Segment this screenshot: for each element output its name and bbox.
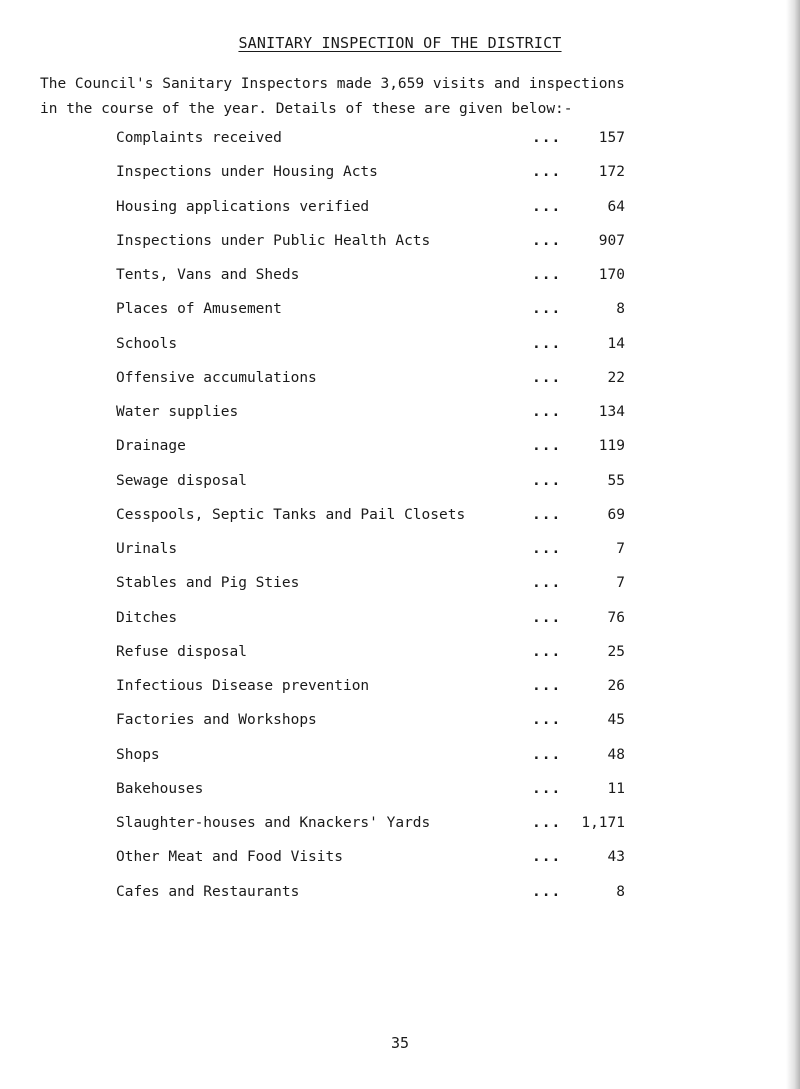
leader-dots: ... — [532, 232, 562, 249]
item-value: 8 — [616, 883, 625, 900]
item-label: Complaints received — [116, 130, 282, 146]
item-label: Drainage — [116, 438, 186, 455]
page-number: 35 — [390, 1034, 410, 1052]
list-item — [0, 301, 800, 325]
item-value: 48 — [607, 746, 625, 763]
list-item — [0, 370, 800, 394]
list-item — [0, 233, 800, 257]
leader-dots: ... — [532, 609, 562, 626]
item-value: 7 — [616, 541, 625, 557]
list-item — [0, 644, 800, 668]
leader-dots: ... — [532, 746, 562, 763]
intro-line-2: in the course of the year. Details of these are given below:- — [40, 101, 573, 117]
list-item — [0, 575, 800, 599]
leader-dots: ... — [532, 164, 562, 181]
leader-dots: ... — [532, 506, 562, 523]
item-label: Inspections under Public Health Acts — [116, 232, 431, 249]
leader-dots: ... — [532, 369, 562, 386]
list-item — [0, 404, 800, 428]
item-value: 64 — [607, 198, 625, 215]
item-value: 119 — [598, 438, 625, 455]
item-value: 7 — [616, 575, 625, 592]
leader-dots: ... — [532, 198, 562, 215]
page-title-text: SANITARY INSPECTION OF THE DISTRICT — [238, 34, 562, 52]
item-label: Places of Amusement — [116, 301, 282, 318]
list-item — [0, 747, 800, 771]
leader-dots: ... — [532, 575, 562, 592]
item-label: Factories and Workshops — [116, 712, 317, 729]
list-item — [0, 438, 800, 462]
list-item — [0, 610, 800, 634]
list-item — [0, 507, 800, 531]
list-item — [0, 199, 800, 223]
intro-line-1: The Council's Sanitary Inspectors made 3,659 visits and inspections — [40, 76, 625, 92]
item-label: Sewage disposal — [116, 472, 247, 489]
item-value: 8 — [616, 301, 625, 318]
list-item — [0, 541, 800, 565]
item-label: Slaughter-houses and Knackers' Yards — [116, 815, 431, 831]
item-value: 43 — [607, 849, 625, 866]
item-value: 25 — [607, 643, 625, 660]
page-title — [0, 34, 800, 52]
item-value: 14 — [607, 335, 625, 352]
leader-dots: ... — [532, 301, 562, 318]
leader-dots: ... — [532, 404, 562, 420]
item-value: 11 — [607, 780, 625, 797]
leader-dots: ... — [532, 678, 562, 694]
item-value: 907 — [598, 232, 625, 249]
item-label: Shops — [116, 746, 160, 763]
list-item — [0, 884, 800, 908]
list-item — [0, 336, 800, 360]
list-item — [0, 130, 800, 154]
item-label: Housing applications verified — [116, 198, 370, 215]
item-label: Ditches — [116, 609, 178, 626]
item-label: Cesspools, Septic Tanks and Pail Closets — [116, 506, 466, 523]
leader-dots: ... — [532, 267, 562, 283]
leader-dots: ... — [532, 883, 562, 900]
leader-dots: ... — [532, 780, 562, 797]
item-label: Tents, Vans and Sheds — [116, 267, 300, 283]
item-label: Water supplies — [116, 404, 239, 420]
item-value: 69 — [607, 506, 625, 523]
item-label: Infectious Disease prevention — [116, 678, 370, 694]
item-label: Offensive accumulations — [116, 369, 317, 386]
leader-dots: ... — [532, 712, 562, 729]
item-value: 26 — [607, 678, 625, 694]
item-value: 1,171 — [581, 815, 625, 831]
leader-dots: ... — [532, 130, 562, 146]
item-label: Bakehouses — [116, 780, 204, 797]
list-item — [0, 267, 800, 291]
list-item — [0, 712, 800, 736]
item-label: Cafes and Restaurants — [116, 883, 300, 900]
item-value: 22 — [607, 369, 625, 386]
item-label: Inspections under Housing Acts — [116, 164, 378, 181]
item-value: 170 — [598, 267, 625, 283]
item-value: 55 — [607, 472, 625, 489]
item-value: 76 — [607, 609, 625, 626]
leader-dots: ... — [532, 849, 562, 866]
leader-dots: ... — [532, 472, 562, 489]
list-item — [0, 678, 800, 702]
item-label: Stables and Pig Sties — [116, 575, 300, 592]
list-item — [0, 781, 800, 805]
list-item — [0, 164, 800, 188]
item-label: Schools — [116, 335, 178, 352]
leader-dots: ... — [532, 438, 562, 455]
item-value: 172 — [598, 164, 625, 181]
item-label: Other Meat and Food Visits — [116, 849, 343, 866]
leader-dots: ... — [532, 643, 562, 660]
item-value: 45 — [607, 712, 625, 729]
item-value: 134 — [598, 404, 625, 420]
list-item — [0, 473, 800, 497]
item-label: Refuse disposal — [116, 643, 247, 660]
item-value: 157 — [598, 130, 625, 146]
item-label: Urinals — [116, 541, 178, 557]
leader-dots: ... — [532, 541, 562, 557]
leader-dots: ... — [532, 815, 562, 831]
intro-paragraph — [40, 72, 780, 122]
leader-dots: ... — [532, 335, 562, 352]
list-item — [0, 849, 800, 873]
list-item — [0, 815, 800, 839]
